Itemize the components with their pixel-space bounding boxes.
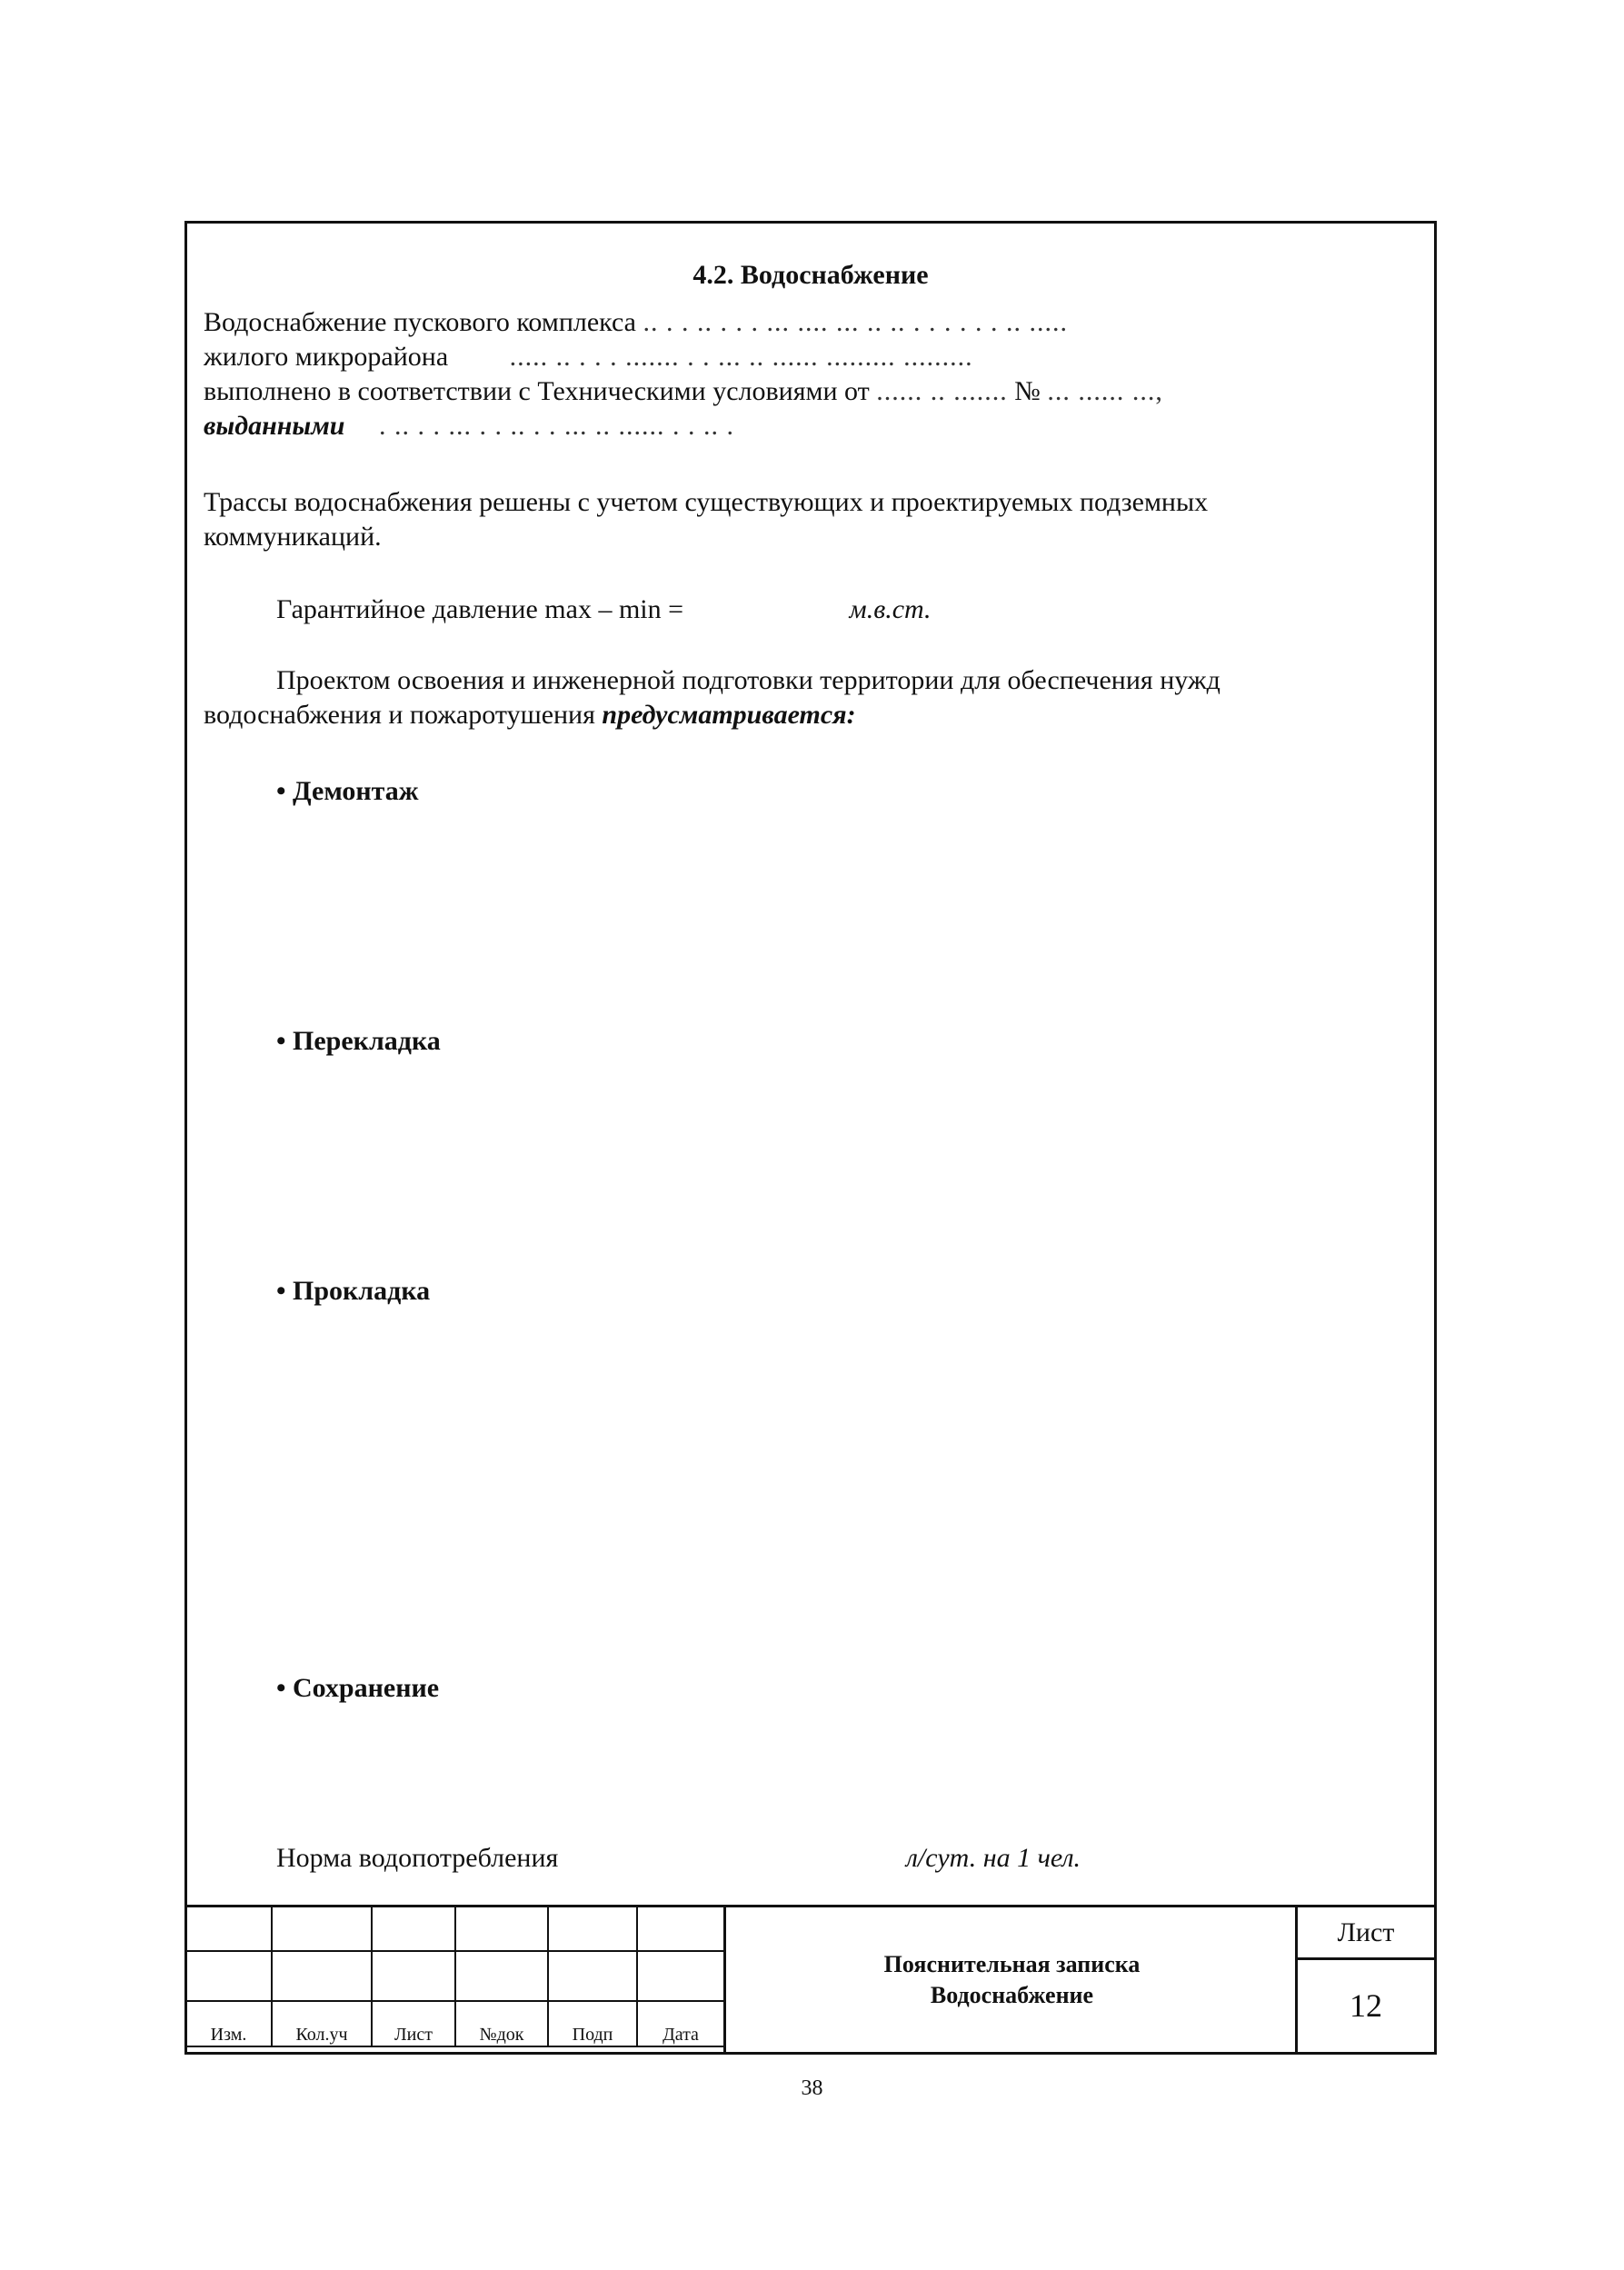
intro-line-3-number-sign: № xyxy=(1014,376,1041,406)
intro-line-2-label: жилого микрорайона xyxy=(204,342,449,372)
intro-line-3-dots-b: ... ...... ..., xyxy=(1047,376,1163,406)
intro-line-1 xyxy=(204,307,1068,338)
col-change: Изм. xyxy=(185,2001,272,2046)
sheet-number: 12 xyxy=(1350,1987,1382,2024)
revision-row xyxy=(185,1906,724,1951)
col-doc-number: №док xyxy=(455,2001,548,2046)
pressure-line xyxy=(276,594,932,625)
col-date: Дата xyxy=(637,2001,724,2046)
norm-label: Норма водопотребления xyxy=(276,1843,559,1873)
pressure-label: Гарантийное давление max – min = xyxy=(276,594,684,624)
intro-line-1-dots: .. . . .. . . . ... .... ... .. .. . . . . . . .. ..... xyxy=(643,307,1069,337)
intro-line-4-label: выданными xyxy=(204,411,345,441)
intro-line-3-dots-a: ...... .. ....... xyxy=(876,376,1008,406)
document-title-block xyxy=(723,1907,1298,2052)
pressure-unit: м.в.ст. xyxy=(849,594,932,624)
bullet-preservation: • Сохранение xyxy=(276,1673,440,1703)
revision-row xyxy=(185,1951,724,2001)
section-title: 4.2. Водоснабжение xyxy=(692,260,929,290)
intro-line-4-dots: . .. . . ... . . .. . . ... .. ...... . . .. . xyxy=(378,411,734,441)
norm-unit: л/сут. на 1 чел. xyxy=(905,1843,1081,1873)
sheet-block xyxy=(1295,1907,1434,2052)
document-title-line-1: Пояснительная записка xyxy=(883,1950,1141,1977)
project-paragraph-emphasis: предусматривается: xyxy=(602,700,856,730)
project-paragraph-main: Проектом освоения и инженерной подготовки территории для обеспечения нужд водоснабжения и пожаротушения xyxy=(204,665,1220,730)
intro-line-3 xyxy=(204,376,1163,407)
bullet-laying: • Прокладка xyxy=(276,1276,431,1306)
document-title-line-2: Водоснабжение xyxy=(930,1981,1094,2008)
revision-header-row xyxy=(185,2001,724,2046)
routes-paragraph: Трассы водоснабжения решены с учетом существующих и проектируемых подземных коммуникаций. xyxy=(204,487,1209,552)
page-number: 38 xyxy=(801,2076,823,2100)
document-frame xyxy=(184,221,1437,2055)
bullet-relaying: • Перекладка xyxy=(276,1026,441,1056)
intro-line-4 xyxy=(204,411,734,442)
intro-line-2 xyxy=(204,342,973,373)
sheet-label: Лист xyxy=(1298,1907,1434,1960)
intro-line-1-label: Водоснабжение пускового комплекса xyxy=(204,307,637,337)
intro-line-3-label: выполнено в соответствии с Техническими условиями от xyxy=(204,376,870,406)
intro-line-2-dots: ..... .. . . . ....... . . ... .. ...... ......... ......... xyxy=(509,342,973,372)
col-qty: Кол.уч xyxy=(272,2001,372,2046)
project-paragraph xyxy=(204,663,1385,732)
revision-table xyxy=(184,1905,725,2047)
col-sheet: Лист xyxy=(372,2001,455,2046)
title-block xyxy=(187,1905,1434,2052)
col-signature: Подп xyxy=(548,2001,637,2046)
norm-line xyxy=(276,1843,1081,1874)
bullet-dismantling: • Демонтаж xyxy=(276,776,419,806)
